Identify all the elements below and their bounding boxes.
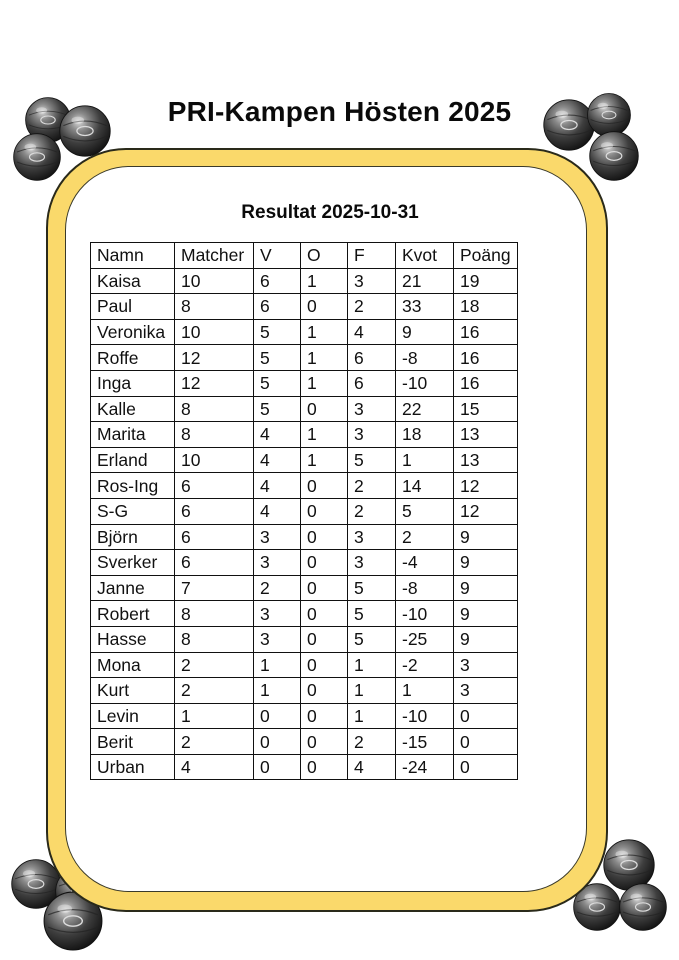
- player-name: Kurt: [91, 678, 175, 704]
- table-row: [91, 268, 518, 294]
- ratio-cell: -4: [396, 550, 454, 576]
- player-name: Erland: [91, 447, 175, 473]
- table-row: [91, 550, 518, 576]
- matches-cell: 6: [175, 550, 254, 576]
- draws-cell: 0: [301, 498, 348, 524]
- draws-cell: 1: [301, 319, 348, 345]
- matches-cell: 8: [175, 294, 254, 320]
- column-header-matcher: Matcher: [175, 243, 254, 269]
- points-cell: 9: [454, 550, 518, 576]
- matches-cell: 4: [175, 754, 254, 780]
- losses-cell: 5: [348, 447, 396, 473]
- ratio-cell: 33: [396, 294, 454, 320]
- column-header-namn: Namn: [91, 243, 175, 269]
- ratio-cell: 21: [396, 268, 454, 294]
- draws-cell: 0: [301, 524, 348, 550]
- points-cell: 3: [454, 652, 518, 678]
- table-row: [91, 447, 518, 473]
- wins-cell: 4: [254, 498, 301, 524]
- matches-cell: 2: [175, 729, 254, 755]
- ratio-cell: 14: [396, 473, 454, 499]
- table-row: [91, 754, 518, 780]
- column-header-f: F: [348, 243, 396, 269]
- table-row: [91, 422, 518, 448]
- losses-cell: 1: [348, 703, 396, 729]
- draws-cell: 0: [301, 626, 348, 652]
- wins-cell: 5: [254, 370, 301, 396]
- wins-cell: 5: [254, 396, 301, 422]
- wins-cell: 0: [254, 729, 301, 755]
- table-row: [91, 370, 518, 396]
- player-name: Kaisa: [91, 268, 175, 294]
- draws-cell: 0: [301, 550, 348, 576]
- matches-cell: 10: [175, 268, 254, 294]
- points-cell: 9: [454, 575, 518, 601]
- points-cell: 0: [454, 703, 518, 729]
- matches-cell: 2: [175, 678, 254, 704]
- column-header-kvot: Kvot: [396, 243, 454, 269]
- matches-cell: 1: [175, 703, 254, 729]
- wins-cell: 0: [254, 703, 301, 729]
- losses-cell: 1: [348, 652, 396, 678]
- results-table: [90, 242, 518, 780]
- wins-cell: 6: [254, 294, 301, 320]
- points-cell: 19: [454, 268, 518, 294]
- draws-cell: 1: [301, 345, 348, 371]
- wins-cell: 5: [254, 319, 301, 345]
- losses-cell: 4: [348, 754, 396, 780]
- points-cell: 13: [454, 447, 518, 473]
- losses-cell: 3: [348, 550, 396, 576]
- matches-cell: 8: [175, 626, 254, 652]
- draws-cell: 0: [301, 678, 348, 704]
- player-name: S-G: [91, 498, 175, 524]
- ratio-cell: 1: [396, 678, 454, 704]
- ratio-cell: -25: [396, 626, 454, 652]
- losses-cell: 5: [348, 601, 396, 627]
- matches-cell: 10: [175, 319, 254, 345]
- points-cell: 12: [454, 473, 518, 499]
- wins-cell: 5: [254, 345, 301, 371]
- wins-cell: 1: [254, 652, 301, 678]
- points-cell: 9: [454, 626, 518, 652]
- losses-cell: 5: [348, 575, 396, 601]
- table-row: [91, 294, 518, 320]
- losses-cell: 4: [348, 319, 396, 345]
- player-name: Inga: [91, 370, 175, 396]
- ratio-cell: 9: [396, 319, 454, 345]
- player-name: Kalle: [91, 396, 175, 422]
- table-row: [91, 729, 518, 755]
- matches-cell: 8: [175, 396, 254, 422]
- matches-cell: 10: [175, 447, 254, 473]
- wins-cell: 3: [254, 626, 301, 652]
- losses-cell: 3: [348, 268, 396, 294]
- draws-cell: 0: [301, 396, 348, 422]
- points-cell: 16: [454, 319, 518, 345]
- ratio-cell: 5: [396, 498, 454, 524]
- ratio-cell: 22: [396, 396, 454, 422]
- wins-cell: 3: [254, 601, 301, 627]
- losses-cell: 5: [348, 626, 396, 652]
- ratio-cell: -8: [396, 345, 454, 371]
- table-row: [91, 524, 518, 550]
- points-cell: 13: [454, 422, 518, 448]
- matches-cell: 12: [175, 345, 254, 371]
- matches-cell: 8: [175, 601, 254, 627]
- table-row: [91, 498, 518, 524]
- wins-cell: 6: [254, 268, 301, 294]
- wins-cell: 3: [254, 550, 301, 576]
- losses-cell: 3: [348, 396, 396, 422]
- points-cell: 9: [454, 601, 518, 627]
- losses-cell: 2: [348, 729, 396, 755]
- ratio-cell: 1: [396, 447, 454, 473]
- draws-cell: 0: [301, 575, 348, 601]
- page-title: PRI-Kampen Hösten 2025: [167, 96, 512, 127]
- player-name: Sverker: [91, 550, 175, 576]
- draws-cell: 1: [301, 422, 348, 448]
- table-row: [91, 473, 518, 499]
- draws-cell: 0: [301, 601, 348, 627]
- player-name: Paul: [91, 294, 175, 320]
- table-row: [91, 396, 518, 422]
- player-name: Björn: [91, 524, 175, 550]
- player-name: Berit: [91, 729, 175, 755]
- draws-cell: 1: [301, 268, 348, 294]
- wins-cell: 4: [254, 447, 301, 473]
- points-cell: 15: [454, 396, 518, 422]
- matches-cell: 6: [175, 473, 254, 499]
- ratio-cell: -2: [396, 652, 454, 678]
- table-row: [91, 319, 518, 345]
- player-name: Robert: [91, 601, 175, 627]
- points-cell: 9: [454, 524, 518, 550]
- table-row: [91, 345, 518, 371]
- ratio-cell: -10: [396, 370, 454, 396]
- matches-cell: 8: [175, 422, 254, 448]
- player-name: Veronika: [91, 319, 175, 345]
- column-header-poang: Poäng: [454, 243, 518, 269]
- points-cell: 12: [454, 498, 518, 524]
- losses-cell: 1: [348, 678, 396, 704]
- ratio-cell: -24: [396, 754, 454, 780]
- ratio-cell: 18: [396, 422, 454, 448]
- matches-cell: 7: [175, 575, 254, 601]
- table-row: [91, 575, 518, 601]
- wins-cell: 1: [254, 678, 301, 704]
- player-name: Urban: [91, 754, 175, 780]
- player-name: Mona: [91, 652, 175, 678]
- losses-cell: 3: [348, 422, 396, 448]
- ratio-cell: -10: [396, 601, 454, 627]
- player-name: Roffe: [91, 345, 175, 371]
- table-row: [91, 626, 518, 652]
- losses-cell: 6: [348, 345, 396, 371]
- losses-cell: 2: [348, 294, 396, 320]
- draws-cell: 0: [301, 729, 348, 755]
- draws-cell: 1: [301, 370, 348, 396]
- draws-cell: 0: [301, 652, 348, 678]
- player-name: Levin: [91, 703, 175, 729]
- draws-cell: 0: [301, 473, 348, 499]
- table-row: [91, 678, 518, 704]
- ratio-cell: -8: [396, 575, 454, 601]
- table-row: [91, 652, 518, 678]
- wins-cell: 4: [254, 422, 301, 448]
- wins-cell: 3: [254, 524, 301, 550]
- points-cell: 0: [454, 754, 518, 780]
- losses-cell: 3: [348, 524, 396, 550]
- matches-cell: 6: [175, 498, 254, 524]
- matches-cell: 12: [175, 370, 254, 396]
- results-date-heading: Resultat 2025-10-31: [241, 202, 419, 223]
- matches-cell: 6: [175, 524, 254, 550]
- wins-cell: 2: [254, 575, 301, 601]
- points-cell: 16: [454, 370, 518, 396]
- player-name: Janne: [91, 575, 175, 601]
- losses-cell: 2: [348, 498, 396, 524]
- player-name: Ros-Ing: [91, 473, 175, 499]
- wins-cell: 4: [254, 473, 301, 499]
- ratio-cell: -15: [396, 729, 454, 755]
- player-name: Hasse: [91, 626, 175, 652]
- column-header-o: O: [301, 243, 348, 269]
- ratio-cell: 2: [396, 524, 454, 550]
- points-cell: 0: [454, 729, 518, 755]
- column-header-v: V: [254, 243, 301, 269]
- player-name: Marita: [91, 422, 175, 448]
- draws-cell: 0: [301, 703, 348, 729]
- losses-cell: 6: [348, 370, 396, 396]
- points-cell: 18: [454, 294, 518, 320]
- table-row: [91, 601, 518, 627]
- wins-cell: 0: [254, 754, 301, 780]
- draws-cell: 1: [301, 447, 348, 473]
- points-cell: 3: [454, 678, 518, 704]
- ratio-cell: -10: [396, 703, 454, 729]
- table-row: [91, 703, 518, 729]
- points-cell: 16: [454, 345, 518, 371]
- table-header-row: [91, 243, 518, 269]
- draws-cell: 0: [301, 294, 348, 320]
- losses-cell: 2: [348, 473, 396, 499]
- matches-cell: 2: [175, 652, 254, 678]
- draws-cell: 0: [301, 754, 348, 780]
